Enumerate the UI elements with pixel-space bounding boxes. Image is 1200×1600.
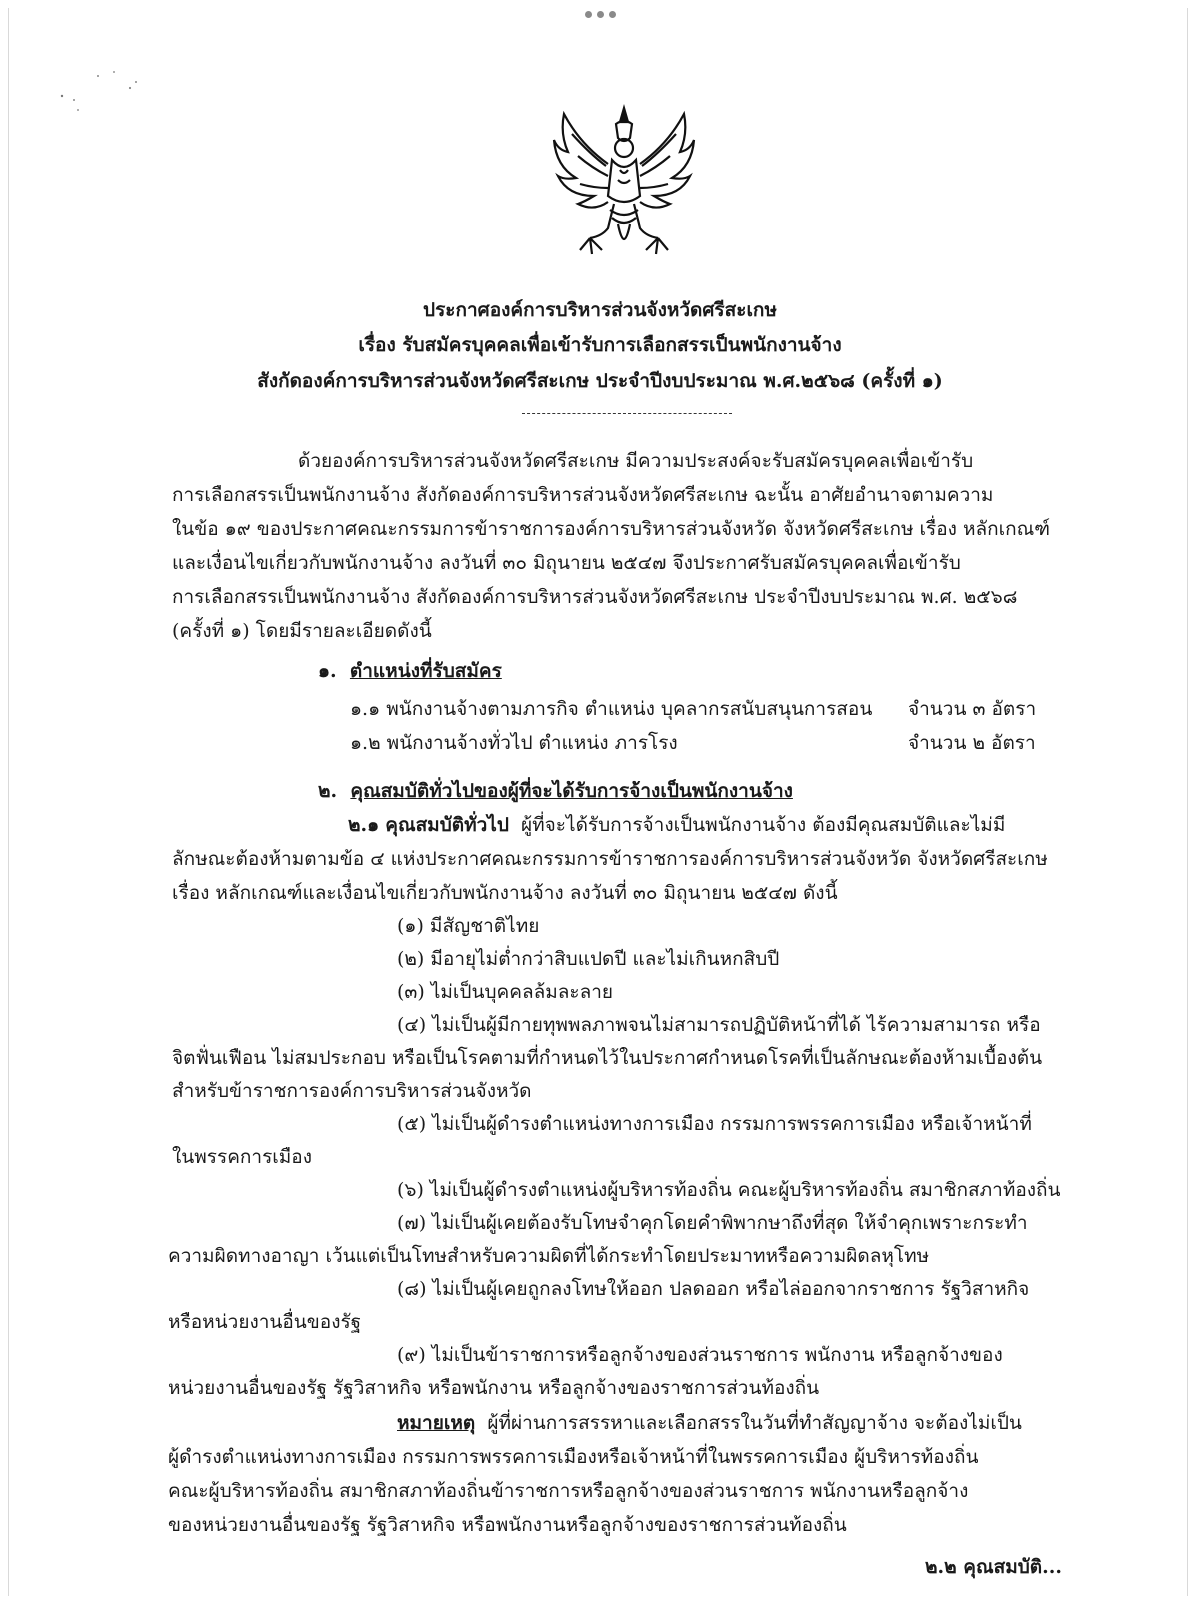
more-options-icon[interactable]: [582, 8, 618, 20]
qualification-5: (๕) ไม่เป็นผู้ดำรงตำแหน่งทางการเมือง กรรมการพรรคการเมือง หรือเจ้าหน้าที่: [397, 1113, 1032, 1135]
subject-line: เรื่อง รับสมัครบุคคลเพื่อเข้ารับการเลือกสรรเป็นพนักงานจ้าง: [358, 334, 842, 356]
sub-2-1-intro-2: ลักษณะต้องห้ามตามข้อ ๔ แห่งประกาศคณะกรรมการข้าราชการองค์การบริหารส่วนจังหวัด จังหวัดศรีสะเกษ: [172, 848, 1048, 870]
note-text-1: ผู้ที่ผ่านการสรรหาและเลือกสรรในวันที่ทำสัญญาจ้าง จะต้องไม่เป็น: [487, 1412, 1022, 1434]
qualification-3: (๓) ไม่เป็นบุคคลล้มละลาย: [397, 981, 614, 1003]
note-line-2: ผู้ดำรงตำแหน่งทางการเมือง กรรมการพรรคการเมืองหรือเจ้าหน้าที่ในพรรคการเมือง ผู้บริหารท้องถิ่น: [168, 1446, 979, 1468]
title-divider: [522, 413, 732, 414]
position-1-2: ๑.๒ พนักงานจ้างทั่วไป ตำแหน่ง ภารโรง: [350, 732, 678, 754]
position-1-1-count: จำนวน ๓ อัตรา: [908, 698, 1037, 720]
continuation-marker: ๒.๒ คุณสมบัติ...: [925, 1556, 1062, 1578]
qualification-4-cont-1: จิตฟั่นเฟือน ไม่สมประกอบ หรือเป็นโรคตามที่กำหนดไว้ในประกาศกำหนดโรคที่เป็นลักษณะต้องห้ามเบื้องต้น: [172, 1047, 1043, 1069]
section-1-heading: [318, 660, 502, 683]
section-1-title: ตำแหน่งที่รับสมัคร: [349, 660, 502, 682]
section-2-heading: [318, 780, 793, 803]
position-1-1: ๑.๑ พนักงานจ้างตามภารกิจ ตำแหน่ง บุคลากรสนับสนุนการสอน: [350, 698, 873, 720]
scan-specks: [58, 70, 148, 120]
note-label: หมายเหตุ: [397, 1412, 476, 1434]
intro-line-2: การเลือกสรรเป็นพนักงานจ้าง สังกัดองค์การบริหารส่วนจังหวัดศรีสะเกษ ฉะนั้น อาศัยอำนาจตามความ: [172, 484, 994, 506]
sub-2-1-heading: [348, 814, 1005, 837]
section-1-number: ๑.: [318, 660, 337, 682]
qualification-6: (๖) ไม่เป็นผู้ดำรงตำแหน่งผู้บริหารท้องถิ่น คณะผู้บริหารท้องถิ่น สมาชิกสภาท้องถิ่น: [397, 1179, 1061, 1201]
intro-line-6: (ครั้งที่ ๑) โดยมีรายละเอียดดังนี้: [172, 620, 432, 642]
intro-line-3: ในข้อ ๑๙ ของประกาศคณะกรรมการข้าราชการองค์การบริหารส่วนจังหวัด จังหวัดศรีสะเกษ เรื่อง หลักเกณฑ์: [172, 518, 1051, 540]
note-line-3: คณะผู้บริหารท้องถิ่น สมาชิกสภาท้องถิ่นข้าราชการหรือลูกจ้างของส่วนราชการ พนักงานหรือลูกจ้าง: [168, 1480, 969, 1502]
qualification-4: (๔) ไม่เป็นผู้มีกายทุพพลภาพจนไม่สามารถปฏิบัติหน้าที่ได้ ไร้ความสามารถ หรือ: [397, 1014, 1041, 1036]
sub-2-1-number: ๒.๑: [348, 814, 380, 836]
section-2-title: คุณสมบัติทั่วไปของผู้ที่จะได้รับการจ้างเป็นพนักงานจ้าง: [350, 780, 793, 802]
qualification-8: (๘) ไม่เป็นผู้เคยถูกลงโทษให้ออก ปลดออก หรือไล่ออกจากราชการ รัฐวิสาหกิจ: [397, 1278, 1030, 1300]
qualification-1: (๑) มีสัญชาติไทย: [397, 915, 540, 937]
sub-2-1-intro-3: เรื่อง หลักเกณฑ์และเงื่อนไขเกี่ยวกับพนักงานจ้าง ลงวันที่ ๓๐ มิถุนายน ๒๕๔๗ ดังนี้: [172, 882, 838, 904]
qualification-4-cont-2: สำหรับข้าราชการองค์การบริหารส่วนจังหวัด: [172, 1080, 532, 1102]
sub-2-1-intro-1: ผู้ที่จะได้รับการจ้างเป็นพนักงานจ้าง ต้องมีคุณสมบัติและไม่มี: [521, 814, 1006, 836]
intro-line-4: และเงื่อนไขเกี่ยวกับพนักงานจ้าง ลงวันที่ ๓๐ มิถุนายน ๒๕๔๗ จึงประกาศรับสมัครบุคคลเพื่อเข้ารับ: [172, 552, 961, 574]
qualification-7-cont: ความผิดทางอาญา เว้นแต่เป็นโทษสำหรับความผิดที่ได้กระทำโดยประมาทหรือความผิดลหุโทษ: [168, 1245, 930, 1267]
note-line-1: [397, 1412, 1022, 1435]
intro-line-5: การเลือกสรรเป็นพนักงานจ้าง สังกัดองค์การบริหารส่วนจังหวัดศรีสะเกษ ประจำปีงบประมาณ พ.ศ. ๒๕๖๘: [172, 586, 1018, 608]
qualification-9: (๙) ไม่เป็นข้าราชการหรือลูกจ้างของส่วนราชการ พนักงาน หรือลูกจ้างของ: [397, 1344, 1003, 1366]
qualification-7: (๗) ไม่เป็นผู้เคยต้องรับโทษจำคุกโดยคำพิพากษาถึงที่สุด ให้จำคุกเพราะกระทำ: [397, 1212, 1028, 1234]
qualification-9-cont: หน่วยงานอื่นของรัฐ รัฐวิสาหกิจ หรือพนักงาน หรือลูกจ้างของราชการส่วนท้องถิ่น: [168, 1377, 820, 1399]
note-line-4: ของหน่วยงานอื่นของรัฐ รัฐวิสาหกิจ หรือพนักงานหรือลูกจ้างของราชการส่วนท้องถิ่น: [168, 1514, 847, 1536]
announcement-title: ประกาศองค์การบริหารส่วนจังหวัดศรีสะเกษ: [423, 299, 777, 321]
section-2-number: ๒.: [318, 780, 338, 802]
affiliation-line: สังกัดองค์การบริหารส่วนจังหวัดศรีสะเกษ ประจำปีงบประมาณ พ.ศ.๒๕๖๘ (ครั้งที่ ๑): [257, 370, 943, 392]
garuda-emblem-icon: [550, 104, 698, 260]
qualification-8-cont: หรือหน่วยงานอื่นของรัฐ: [168, 1311, 362, 1333]
sub-2-1-title: คุณสมบัติทั่วไป: [385, 814, 509, 836]
qualification-2: (๒) มีอายุไม่ต่ำกว่าสิบแปดปี และไม่เกินหกสิบปี: [397, 948, 780, 970]
intro-line-1: ด้วยองค์การบริหารส่วนจังหวัดศรีสะเกษ มีความประสงค์จะรับสมัครบุคคลเพื่อเข้ารับ: [298, 450, 974, 472]
position-1-2-count: จำนวน ๒ อัตรา: [908, 732, 1036, 754]
qualification-5-cont: ในพรรคการเมือง: [172, 1146, 312, 1168]
